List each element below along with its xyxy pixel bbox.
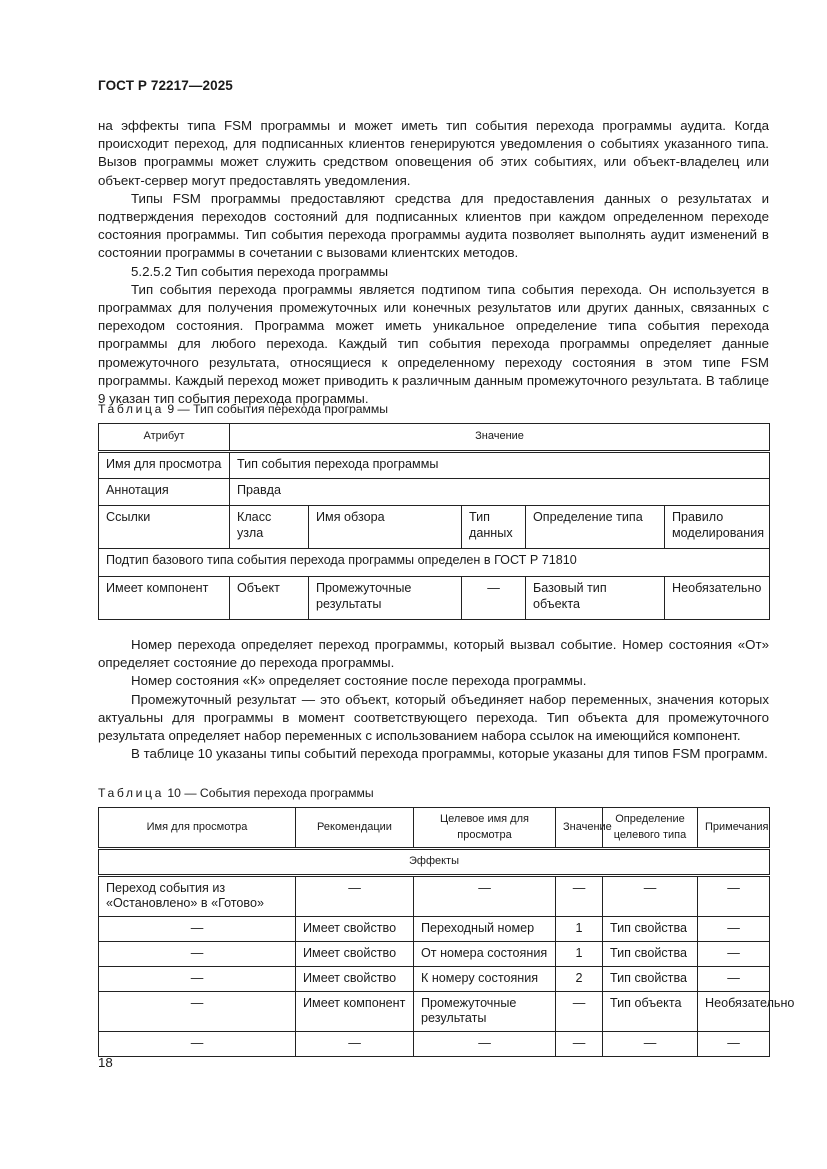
- table-cell: —: [698, 916, 770, 941]
- table-cell: —: [556, 991, 603, 1031]
- body-text-mid: [98, 636, 769, 763]
- table-10: [98, 807, 795, 1057]
- table-cell: Промежуточные результаты: [414, 991, 556, 1031]
- page-number: 18: [98, 1055, 113, 1070]
- paragraph: Промежуточный результат — это объект, который объединяет набор переменных, значения которых актуальны для программы в момент соответствующего перехода. Тип объекта для промежуточного результата определяет набор переменных с использованием набора ссылок на имеющийся компонент.: [98, 691, 769, 744]
- table-cell: —: [99, 966, 296, 991]
- body-text-top: [98, 117, 769, 408]
- table-cell: —: [99, 941, 296, 966]
- table-cell: Ссылки: [99, 506, 230, 549]
- table-cell: Имя обзора: [309, 506, 462, 549]
- table-cell: Подтип базового типа события перехода программы определен в ГОСТ Р 71810: [99, 549, 770, 577]
- table-cell: —: [462, 577, 526, 620]
- table-cell: —: [414, 1031, 556, 1056]
- table-header-cell: Атрибут: [99, 424, 230, 452]
- table-cell: Имеет свойство: [296, 941, 414, 966]
- paragraph: Типы FSM программы предоставляют средства для предоставления данных о результатах и подтверждения переходов состояний для подписанных клиентов при каждом определенном переходе состояния программы. Тип события перехода программы аудита позволяет выполнять аудит изменений в состоянии программы в сочетании с вызовами клиентских методов.: [98, 190, 769, 261]
- table-cell: —: [296, 875, 414, 916]
- table-cell: Аннотация: [99, 479, 230, 506]
- table-cell: —: [99, 916, 296, 941]
- table-9: [98, 423, 770, 620]
- table-cell: Правило моделирования: [665, 506, 770, 549]
- table-cell: Класс узла: [230, 506, 309, 549]
- table-cell: —: [698, 966, 770, 991]
- table-cell: Тип свойства: [603, 966, 698, 991]
- table-cell: 1: [556, 941, 603, 966]
- paragraph: на эффекты типа FSM программы и может иметь тип события перехода программы аудита. Когда происходит переход, для подписанных клиентов генерируются уведомления о событиях указанного типа. Вызов программы может служить средством оповещения об этих событиях, или объект-владелец или объект-сервер могут предоставлять уведомления.: [98, 118, 769, 188]
- table-cell: —: [99, 1031, 296, 1056]
- table-cell: Тип свойства: [603, 941, 698, 966]
- table-cell: —: [556, 1031, 603, 1056]
- paragraph: Тип события перехода программы является подтипом типа события перехода. Он используется в программах для получения промежуточных или конечных результатов или других данных, связанных с переходом состояния. Программа может иметь уникальное определение типа события перехода программы для любого перехода. Каждый тип события перехода программы определяет данные промежуточного результата, относящиеся к определенному переходу состояния в этом типе FSM программы. Каждый переход может приводить к различным данным промежуточного результата. В таблице 9 указан тип события перехода программы.: [98, 281, 769, 407]
- table-cell: Правда: [230, 479, 770, 506]
- table-cell: Имеет свойство: [296, 966, 414, 991]
- table-cell: —: [414, 875, 556, 916]
- table-cell: —: [296, 1031, 414, 1056]
- table-cell: Имеет свойство: [296, 916, 414, 941]
- table-section-header: Эффекты: [99, 849, 770, 876]
- table-cell: Тип свойства: [603, 916, 698, 941]
- table-cell: Необязательно: [665, 577, 770, 620]
- table-header-cell: Значение: [556, 808, 603, 849]
- table-cell: Переход события из «Остановлено» в «Готово»: [99, 875, 296, 916]
- table-cell: Определение типа: [526, 506, 665, 549]
- paragraph: Номер состояния «К» определяет состояние после перехода программы.: [131, 673, 587, 689]
- table-cell: Имя для просмотра: [99, 452, 230, 479]
- section-heading: 5.2.5.2 Тип события перехода программы: [131, 263, 389, 279]
- table-header-cell: Значение: [230, 424, 770, 452]
- table-cell: К номеру состояния: [414, 966, 556, 991]
- table-cell: Базовый тип объекта: [526, 577, 665, 620]
- table-cell: Тип данных: [462, 506, 526, 549]
- table-cell: Имеет компонент: [99, 577, 230, 620]
- table-header-cell: Примечания: [698, 808, 770, 849]
- table-cell: 2: [556, 966, 603, 991]
- table-cell: —: [698, 941, 770, 966]
- table-header-cell: Определение целевого типа: [603, 808, 698, 849]
- document-id-header: ГОСТ Р 72217—2025: [98, 78, 233, 93]
- table-9-caption: Таблица 9 — Тип события перехода программы: [98, 402, 389, 416]
- table-cell: —: [603, 1031, 698, 1056]
- table-cell: Переходный номер: [414, 916, 556, 941]
- table-10-caption: Таблица 10 — События перехода программы: [98, 786, 374, 800]
- table-cell: —: [603, 875, 698, 916]
- table-cell: Необязательно: [698, 991, 770, 1031]
- table-header-cell: Имя для просмотра: [99, 808, 296, 849]
- table-header-cell: Целевое имя для просмотра: [414, 808, 556, 849]
- table-cell: Объект: [230, 577, 309, 620]
- table-cell: 1: [556, 916, 603, 941]
- table-cell: Тип события перехода программы: [230, 452, 770, 479]
- table-cell: —: [99, 991, 296, 1031]
- paragraph: Номер перехода определяет переход программы, который вызвал событие. Номер состояния «От» определяет состояние до перехода программы.: [98, 637, 769, 671]
- table-cell: Промежуточные результаты: [309, 577, 462, 620]
- table-cell: —: [698, 875, 770, 916]
- table-cell: Имеет компонент: [296, 991, 414, 1031]
- table-cell: Тип объекта: [603, 991, 698, 1031]
- table-cell: От номера состояния: [414, 941, 556, 966]
- paragraph: В таблице 10 указаны типы событий перехода программы, которые указаны для типов FSM программ.: [131, 746, 768, 762]
- table-cell: —: [556, 875, 603, 916]
- table-header-cell: Рекомендации: [296, 808, 414, 849]
- table-cell: —: [698, 1031, 770, 1056]
